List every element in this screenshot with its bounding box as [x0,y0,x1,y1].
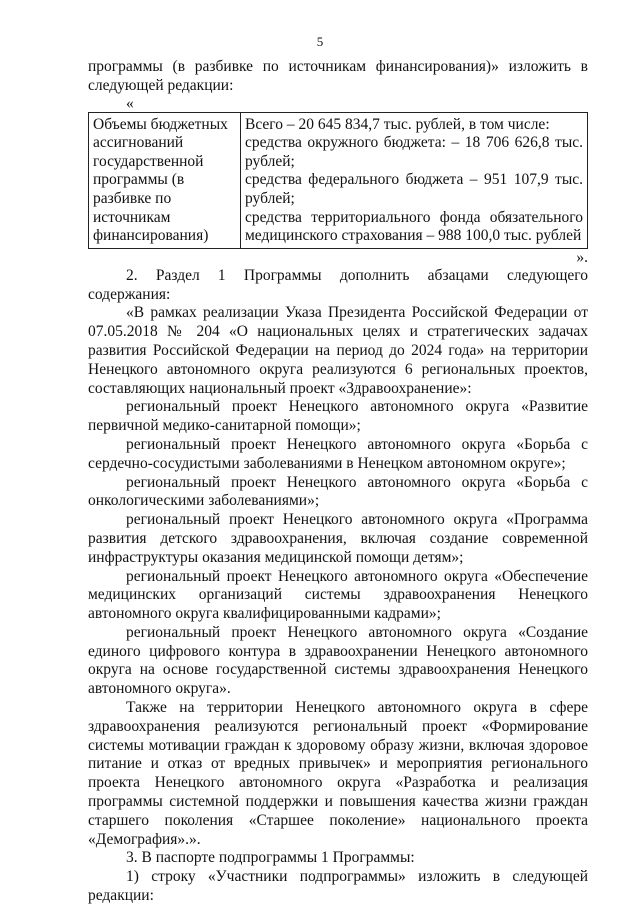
budget-federal-line: средства федерального бюджета – 951 107,9 тыс. рублей; [245,171,583,207]
budget-total-line: Всего – 20 645 834,7 тыс. рублей, в том числе: [245,115,550,133]
paragraph-participants-row: 1) строку «Участники подпрограммы» изложить в следующей редакции: [88,868,588,905]
paragraph-project-cardiovascular: региональный проект Ненецкого автономного округа «Борьба с сердечно-сосудистыми заболеваниями в Ненецком автономном округе»; [88,435,588,472]
budget-table-label: Объемы бюджетных ассигнований государственной программы (в разбивке по источникам финансирования) [89,112,241,248]
budget-table [88,112,588,249]
budget-district-line: средства окружного бюджета: – 18 706 626,8 тыс. рублей; [245,134,583,170]
closing-quote: ». [576,248,588,266]
budget-insurance-fund-line: средства территориального фонда обязательного медицинского страхования – 988 100,0 тыс. рублей [245,208,583,245]
budget-table-row [89,112,588,248]
paragraph-project-child-health: региональный проект Ненецкого автономного округа «Программа развития детского здравоохранения, включая создание современной инфраструктуры оказания медицинской помощи детям»; [88,511,588,566]
document-body [88,58,588,906]
paragraph-project-oncology: региональный проект Ненецкого автономного округа «Борьба с онкологическими заболеваниями»; [88,473,588,510]
paragraph-additional-projects: Также на территории Ненецкого автономного округа в сфере здравоохранения реализуются региональный проект «Формирование системы мотивации граждан к здоровому образу жизни, включая здоровое питание и отказ от вредных привычек» и мероприятия регионального проекта Ненецкого автономного округа «Разработка и реализация программы системной поддержки и повышения качества жизни граждан старшего поколения «Старшее поколение» национального проекта «Демография».». [88,699,588,848]
paragraph-project-primary-care: региональный проект Ненецкого автономного округа «Развитие первичной медико-санитарной помощи»; [88,398,588,435]
page-number: 5 [316,34,324,49]
intro-text: программы (в разбивке по источникам финансирования)» изложить в следующей редакции: [88,58,588,94]
paragraph-project-staffing: региональный проект Ненецкого автономного округа «Обеспечение медицинских организаций системы здравоохранения Ненецкого автономного округа квалифицированными кадрами»; [88,567,588,623]
budget-table-values [241,112,588,248]
paragraph-section-1-amendment: 2. Раздел 1 Программы дополнить абзацами следующего содержания: [88,266,588,303]
opening-quote: « [126,94,134,112]
paragraph-project-digital: региональный проект Ненецкого автономного округа «Создание единого цифрового контура в здравоохранении Ненецкого автономного округа на основе государственной системы здравоохранения Ненецкого автономного округа». [88,623,588,698]
paragraph-national-projects: «В рамках реализации Указа Президента Российской Федерации от 07.05.2018 № 204 «О национальных целях и стратегических задачах развития Российской Федерации на период до 2024 года» на территории Ненецкого автономного округа реализуются 6 региональных проектов, составляющих национальный проект «Здравоохранение»: [88,304,588,397]
paragraph-subprogram-passport: 3. В паспорте подпрограммы 1 Программы: [126,849,415,867]
